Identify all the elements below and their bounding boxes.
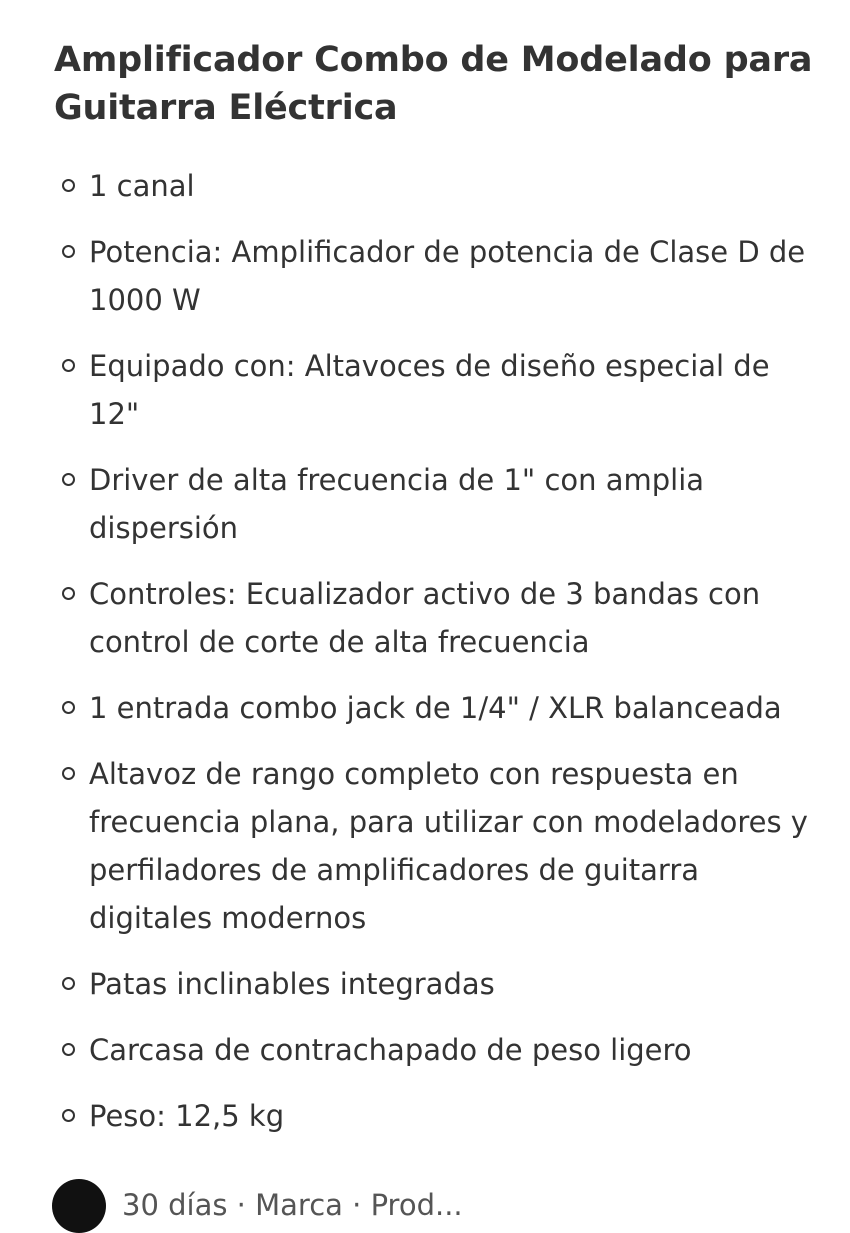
feature-item [0, 684, 850, 732]
circle-bullet-icon [62, 701, 75, 714]
feature-list [0, 162, 850, 1158]
feature-text: Patas inclinables integradas [89, 967, 495, 1001]
feature-item [0, 162, 850, 210]
circle-bullet-icon [62, 359, 75, 372]
circle-bullet-icon [62, 767, 75, 780]
circle-bullet-icon [62, 473, 75, 486]
footer-row [52, 1180, 463, 1220]
feature-item [0, 1092, 850, 1140]
feature-text: Peso: 12,5 kg [89, 1099, 285, 1133]
circle-bullet-icon [62, 245, 75, 258]
feature-text: 1 canal [89, 169, 195, 203]
feature-item [0, 1026, 850, 1074]
circle-bullet-icon [62, 1109, 75, 1122]
feature-text: 1 entrada combo jack de 1/4" / XLR balanceada [89, 691, 782, 725]
feature-text: Driver de alta frecuencia de 1" con amplia dispersión [89, 463, 705, 545]
feature-text: Altavoz de rango completo con respuesta en frecuencia plana, para utilizar con modeladores y perfiladores de amplificadores de guitarra digitales modernos [89, 757, 808, 935]
circle-bullet-icon [62, 977, 75, 990]
feature-text: Controles: Ecualizador activo de 3 bandas con control de corte de alta frecuencia [89, 577, 761, 659]
feature-text: Potencia: Amplificador de potencia de Clase D de 1000 W [89, 235, 806, 317]
avatar[interactable] [52, 1179, 106, 1233]
circle-bullet-icon [62, 179, 75, 192]
feature-item [0, 456, 850, 552]
feature-text: Carcasa de contrachapado de peso ligero [89, 1033, 692, 1067]
feature-item [0, 228, 850, 324]
circle-bullet-icon [62, 587, 75, 600]
feature-item [0, 960, 850, 1008]
feature-item [0, 570, 850, 666]
product-title: Amplificador Combo de Modelado para Guitarra Eléctrica [54, 40, 813, 128]
circle-bullet-icon [62, 1043, 75, 1056]
feature-item [0, 342, 850, 438]
feature-text: Equipado con: Altavoces de diseño especial de 12" [89, 349, 770, 431]
feature-item [0, 750, 850, 942]
footer-text: 30 días · Marca · Prod... [122, 1188, 463, 1222]
